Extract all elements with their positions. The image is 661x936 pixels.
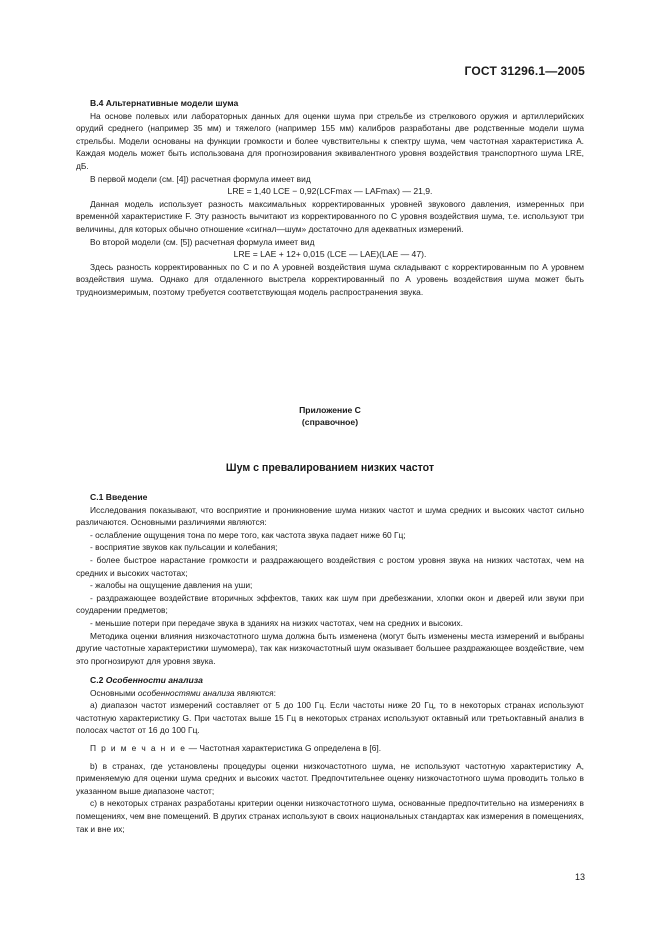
list-item: - более быстрое нарастание громкости и раздражающего воздействия с ростом уровня звука на низких частотах, чем на средних и высоких частотах; <box>76 554 584 578</box>
appendix-type: (справочное) <box>301 417 359 427</box>
section-c1-intro: Исследования показывают, что восприятие и проникновение шума низких частот и шума средних и высоких частот сильно различаются. Основными различиями являются: <box>76 504 584 528</box>
formula-2: LRE = LAE + 12+ 0,015 (LCE — LAE)(LAE — 47). <box>233 249 427 260</box>
list-item: - восприятие звуков как пульсации и колебания; <box>90 542 278 553</box>
section-b4-paragraph-5: Здесь разность корректированных по С и по А уровней воздействия шума складывают с корректированным по А уровнем воздействия шума. Однако для отдаленного выстрела корректированный по А уровень воздействия шума может быть трудноизмеримым, поэтому требуется соответствующая модель распространения звука. <box>76 261 584 297</box>
section-c2-item-a: а) диапазон частот измерений составляет от 5 до 100 Гц. Если частоты ниже 20 Гц, то в некоторых странах используют частотную характеристику G. При частотах выше 15 Гц в некоторых странах используют октавный или третьоктавный анализ в полосах частот от 16 до 100 Гц. <box>76 700 584 736</box>
section-c2-item-b: b) в странах, где установлены процедуры оценки низкочастотного шума, не используют частотную характеристику А, применяемую для оценки шума средних и высоких частот. Предпочтительнее оценку низкочастотного шума проводить только в указанном выше диапазоне частот; <box>76 760 584 796</box>
standard-header: ГОСТ 31296.1—2005 <box>464 64 585 78</box>
appendix-label: Приложение С <box>299 405 361 415</box>
appendix-title: Шум с превалированием низких частот <box>225 462 435 474</box>
list-item: - раздражающее воздействие вторичных эффектов, таких как шум при дребезжании, хлопки окон и дверей или звуки при соударении предметов; <box>76 592 584 616</box>
section-b4-paragraph-4: Во второй модели (см. [5]) расчетная формула имеет вид <box>90 236 315 247</box>
list-item: - жалобы на ощущение давления на уши; <box>90 580 253 591</box>
appendix-header <box>76 404 584 428</box>
section-b4-paragraph-2: В первой модели (см. [4]) расчетная формула имеет вид <box>90 173 311 184</box>
section-c2-intro: Основными особенностями анализа являются: <box>90 687 276 698</box>
section-b4-paragraph-3: Данная модель использует разность максимальных корректированных уровней звукового давления, измеренных при временнóй характеристике F. Эту разность вычитают из корректированного по С уровня воздействия шума, т.е. используют три величины, для которых обычно отношение «сигнал—шум» достаточно для адекватных измерений. <box>76 198 584 234</box>
section-c1-conclusion: Методика оценки влияния низкочастотного шума должна быть изменена (могут быть изменены места измерений и выбраны другие частотные характеристики шумомера), так как низкочастотный шум оказывает большее раздражающее воздействие, чем это прогнозируют для уровня звука. <box>76 630 584 666</box>
section-c1-heading: С.1 Введение <box>90 492 148 502</box>
section-c1 <box>76 491 584 667</box>
page-number: 13 <box>574 872 585 882</box>
list-item: - ослабление ощущения тона по мере того, как частота звука падает ниже 60 Гц; <box>90 529 406 540</box>
section-b4-heading: В.4 Альтернативные модели шума <box>90 98 239 108</box>
section-c2-item-c: с) в некоторых странах разработаны критерии оценки низкочастотного шума, основанные предпочтительно на измерениях в помещениях, чем вне помещений. В других странах используют в своих национальных стандартах как измерения в помещениях, так и вне их; <box>76 798 584 834</box>
section-c2 <box>76 674 584 835</box>
note: П р и м е ч а н и е — Частотная характеристика G определена в [6]. <box>90 742 382 753</box>
formula-1: LRE = 1,40 LCE − 0,92(LCFmax — LAFmax) — 21,9. <box>227 186 433 197</box>
section-c2-heading: С.2 Особенности анализа <box>90 675 203 685</box>
list-item: - меньшие потери при передаче звука в зданиях на низких частотах, чем на средних и высоких. <box>90 617 463 628</box>
section-b4-paragraph-1: На основе полевых или лабораторных данных для оценки шума при стрельбе из стрелкового оружия и артиллерийских орудий среднего (например 35 мм) и тяжелого (например 155 мм) калибров разработаны две родственные модели шума стрельбы. Модели основаны на функции громкости и более чувствительны к спектру шума, чем частотная характеристика А. Каждая модель может быть использована для прогнозирования эквивалентного уровня воздействия транспортного шума LRE, дБ. <box>76 110 584 171</box>
appendix-title-block <box>76 462 584 475</box>
section-b4 <box>76 97 584 299</box>
